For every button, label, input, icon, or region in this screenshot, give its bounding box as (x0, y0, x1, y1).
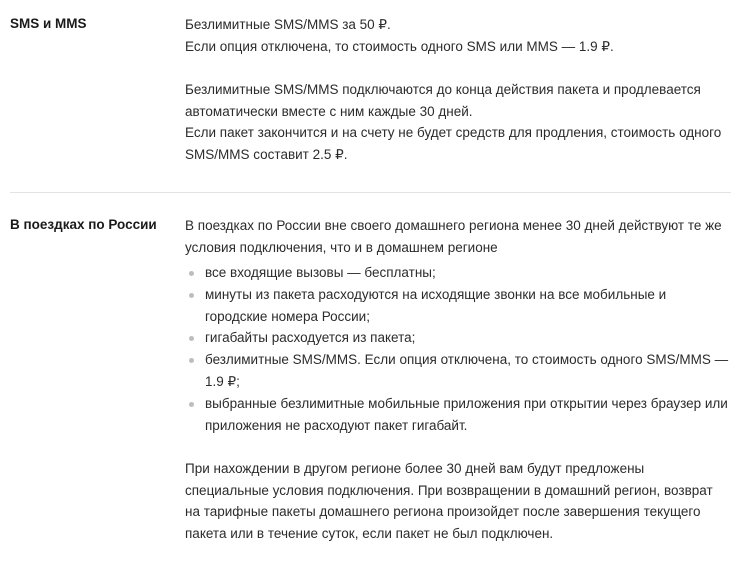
list-item: безлимитные SMS/MMS. Если опция отключена, то стоимость одного SMS/MMS — 1.9 ₽; (185, 349, 731, 393)
list-item: минуты из пакета расходуются на исходящие звонки на все мобильные и городские номера России; (185, 284, 731, 328)
section-sms-mms (10, 14, 731, 166)
paragraph: Безлимитные SMS/MMS подключаются до конца действия пакета и продлевается автоматически вместе с ним каждые 30 дней. (185, 81, 701, 119)
list-item: все входящие вызовы — бесплатны; (185, 262, 731, 284)
section-label-travel-russia: В поездках по России (10, 217, 157, 233)
paragraph: Если пакет закончится и на счету не будет средств для продления, стоимость одного SMS/MMS составит 2.5 ₽. (185, 125, 722, 163)
section-body-sms-mms (185, 14, 731, 166)
list-item: выбранные безлимитные мобильные приложения при открытии через браузер или приложения не расходуют пакет гигабайт. (185, 393, 731, 437)
list-item: гигабайты расходуется из пакета; (185, 327, 731, 349)
paragraph-intro: В поездках по России вне своего домашнего региона менее 30 дней действуют те же условия подключения, что и в домашнем регионе (185, 218, 722, 256)
paragraph: Если опция отключена, то стоимость одного SMS или MMS — 1.9 ₽. (185, 38, 614, 54)
section-travel-russia (10, 215, 731, 545)
conditions-list (185, 262, 731, 437)
section-body-travel-russia (185, 215, 731, 545)
section-label-sms-mms: SMS и MMS (10, 16, 87, 31)
paragraph-outro: При нахождении в другом регионе более 30 дней вам будут предложены специальные условия подключения. При возвращении в домашний регион, возврат на тарифные пакеты домашнего региона произойдет после завершения текущего пакета или в течение суток, если пакет не был подключен. (185, 460, 713, 542)
section-divider (10, 192, 731, 193)
paragraph: Безлимитные SMS/MMS за 50 ₽. (185, 17, 391, 32)
